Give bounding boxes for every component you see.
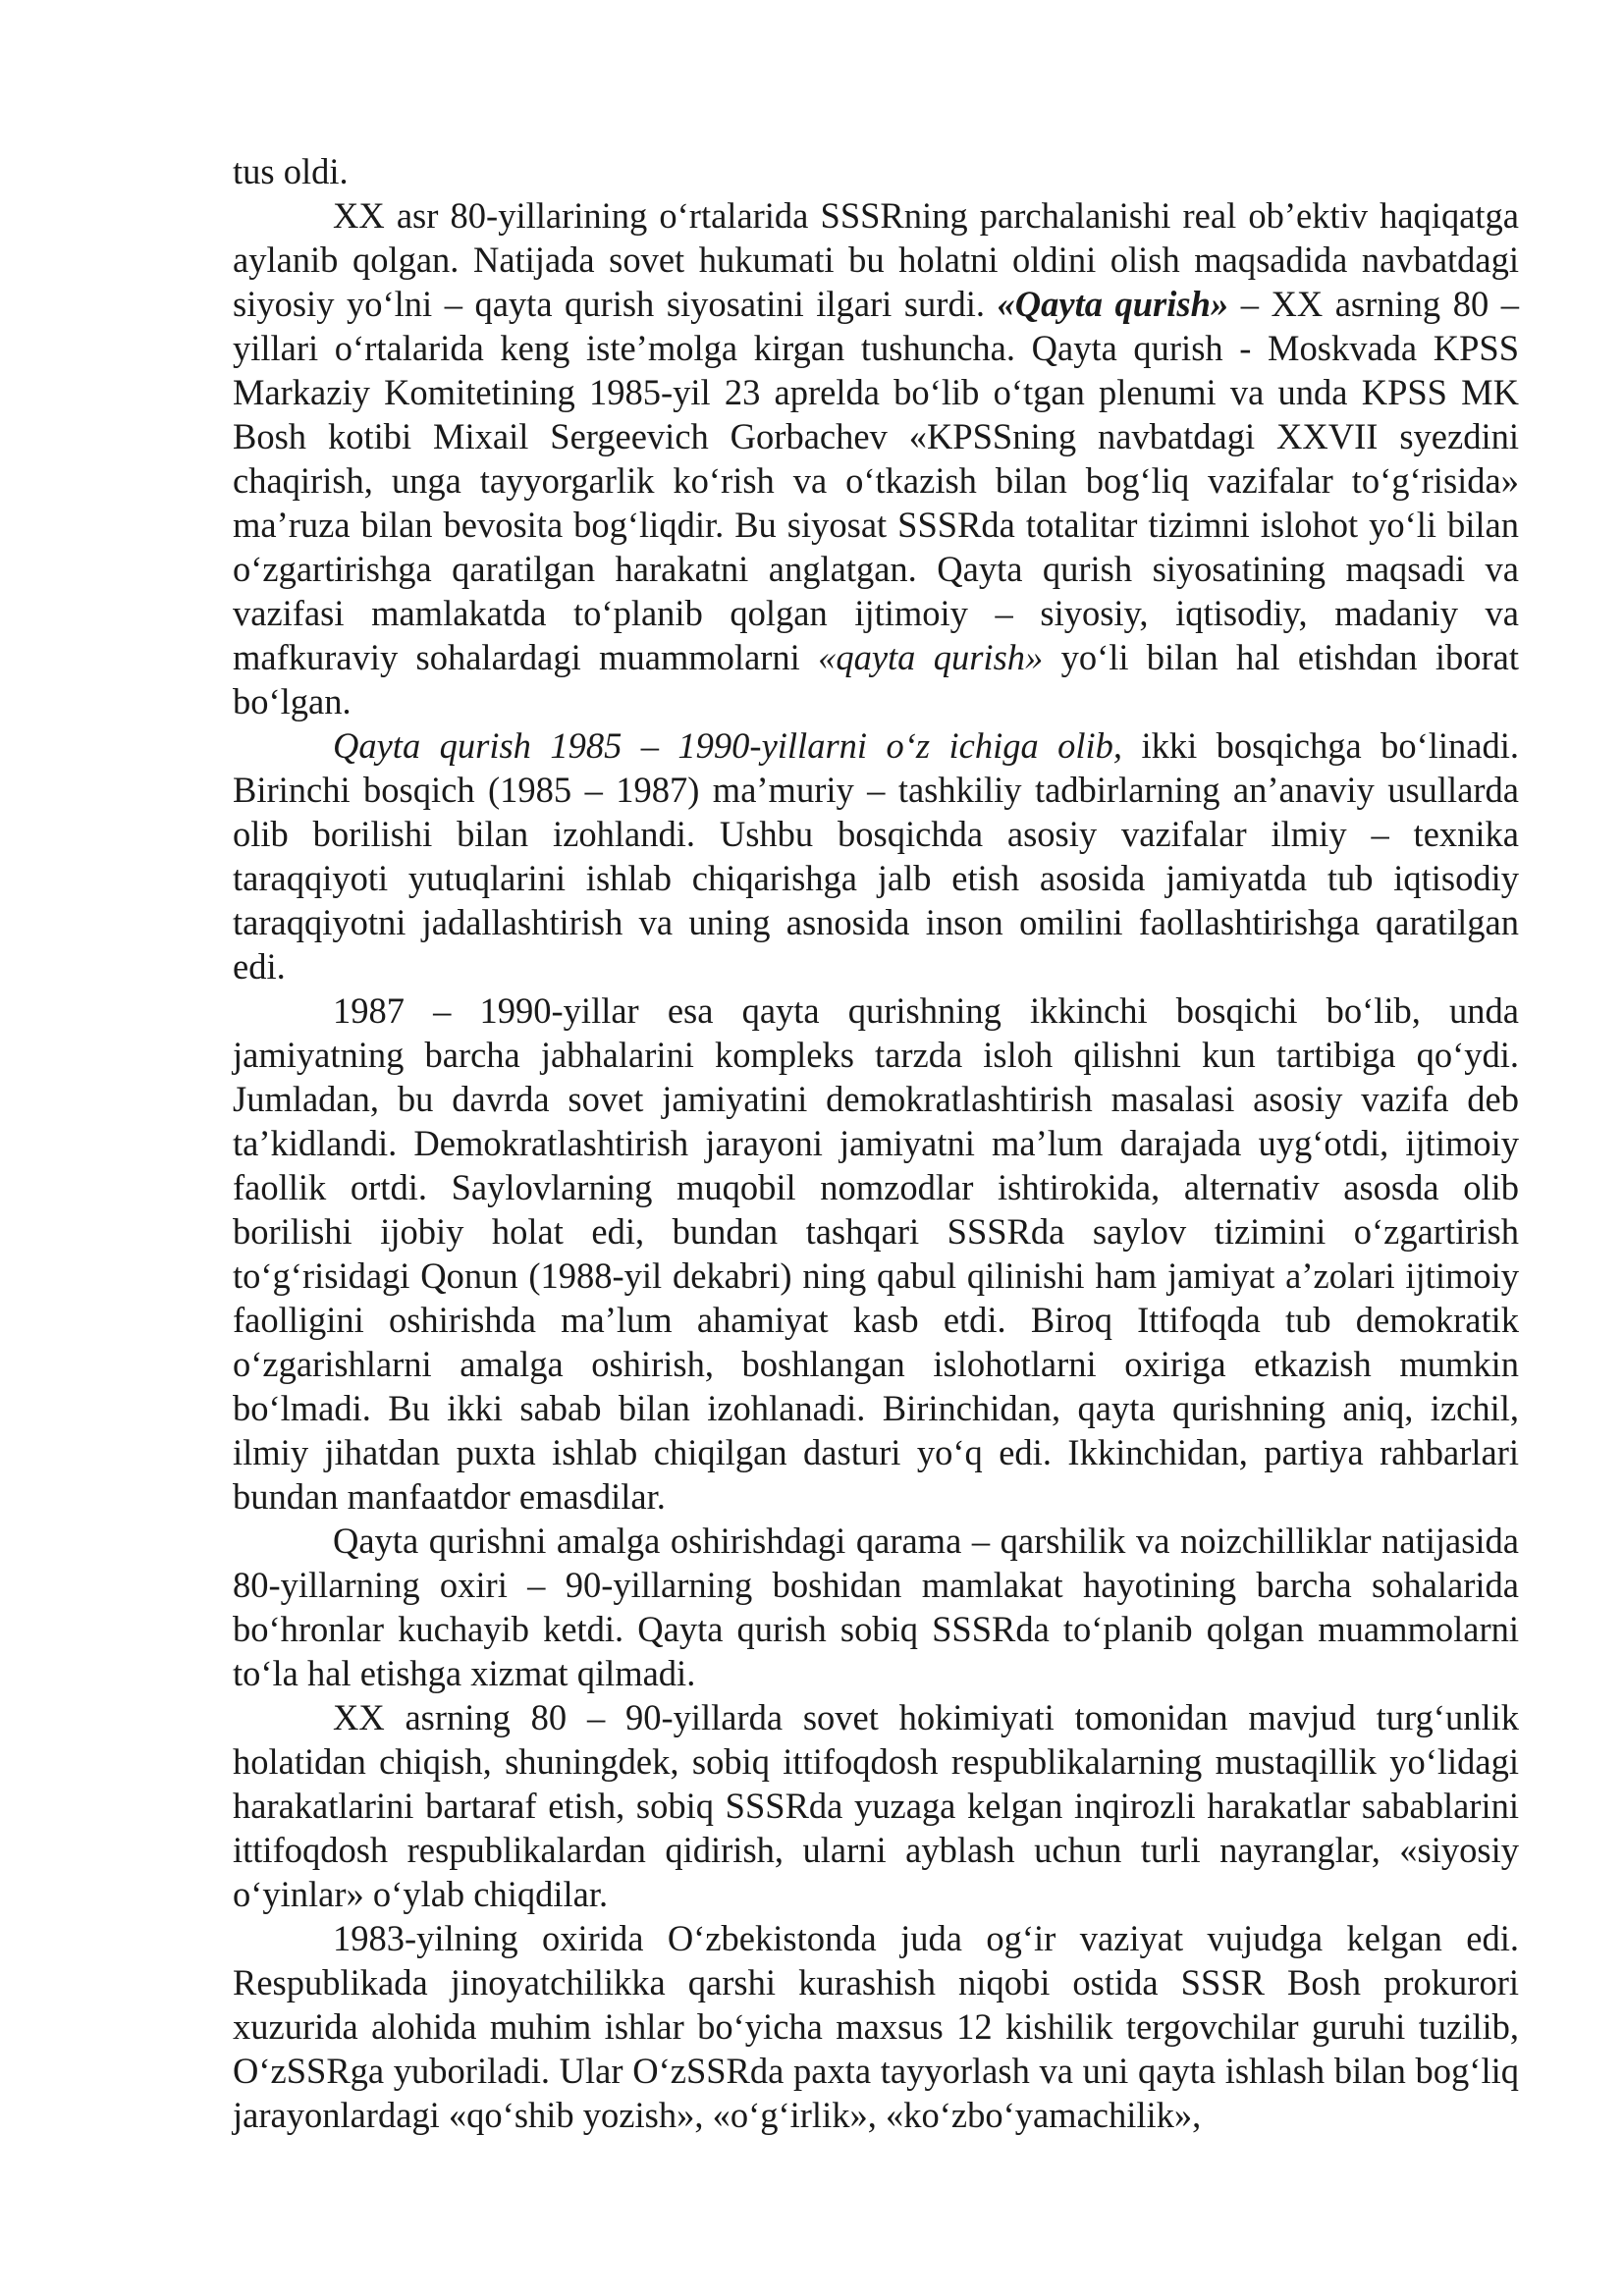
term-qayta-qurish-italic: «qayta qurish» xyxy=(818,637,1044,677)
italic-lead: Qayta qurish 1985 – 1990-yillarni o‘z ichiga olib, xyxy=(333,725,1123,766)
document-page xyxy=(233,149,1519,2137)
paragraph-2 xyxy=(233,193,1519,723)
text-run: – XX asrning 80 – yillari o‘rtalarida keng iste’molga kirgan tushuncha. Qayta qurish - Moskvada KPSS Markaziy Komitetining 1985-yil 23 aprelda bo‘lib o‘tgan plenumi va unda KPSS MK Bosh kotibi Mixail Sergeevich Gorbachev «KPSSning navbatdagi XXVII syezdini chaqirish, unga tayyorgarlik ko‘rish va o‘tkazish bilan bog‘liq vazifalar to‘g‘risida» ma’ruza bilan bevosita bog‘liqdir. Bu siyosat SSSRda totalitar tizimni islohot yo‘li bilan o‘zgartirishga qaratilgan harakatni anglatgan. Qayta qurish siyosatining maqsadi va vazifasi mamlakatda to‘planib qolgan ijtimoiy – siyosiy, iqtisodiy, madaniy va mafkuraviy sohalardagi muammolarni xyxy=(233,284,1519,677)
text-run: tus oldi. xyxy=(233,151,349,191)
paragraph-7 xyxy=(233,1916,1519,2137)
paragraph-4 xyxy=(233,988,1519,1519)
text-run: 1983-yilning oxirida O‘zbekistonda juda og‘ir vaziyat vujudga kelgan edi. Respublikada jinoyatchilikka qarshi kurashish niqobi ostida SSSR Bosh prokurori xuzurida alohida muhim ishlar bo‘yicha maxsus 12 kishilik tergovchilar guruhi tuzilib, O‘zSSRga yuboriladi. Ular O‘zSSRda paxta tayyorlash va uni qayta ishlash bilan bog‘liq jarayonlardagi «qo‘shib yozish», «o‘g‘irlik», «ko‘zbo‘yamachilik», xyxy=(233,1918,1519,2135)
paragraph-1 xyxy=(233,149,1519,193)
text-run: Qayta qurishni amalga oshirishdagi qarama – qarshilik va noizchilliklar natijasida 80-yillarning oxiri – 90-yillarning boshidan mamlakat hayotining barcha sohalarida bo‘hronlar kuchayib ketdi. Qayta qurish sobiq SSSRda to‘planib qolgan muammolarni to‘la hal etishga xizmat qilmadi. xyxy=(233,1521,1519,1693)
paragraph-5 xyxy=(233,1519,1519,1695)
text-run: XX asrning 80 – 90-yillarda sovet hokimiyati tomonidan mavjud turg‘unlik holatidan chiqish, shuningdek, sobiq ittifoqdosh respublikalarning mustaqillik yo‘lidagi harakatlarini bartaraf etish, sobiq SSSRda yuzaga kelgan inqirozli harakatlar sabablarini ittifoqdosh respublikalardan qidirish, ularni ayblash uchun turli nayranglar, «siyosiy o‘yinlar» o‘ylab chiqdilar. xyxy=(233,1697,1519,1914)
paragraph-6 xyxy=(233,1695,1519,1916)
paragraph-3 xyxy=(233,723,1519,988)
text-run: ikki bosqichga bo‘linadi. Birinchi bosqich (1985 – 1987) ma’muriy – tashkiliy tadbirlarning an’anaviy usullarda olib borilishi bilan izohlandi. Ushbu bosqichda asosiy vazifalar ilmiy – texnika taraqqiyoti yutuqlarini ishlab chiqarishga jalb etish asosida jamiyatda tub iqtisodiy taraqqiyotni jadallashtirish va uning asnosida inson omilini faollashtirishga qaratilgan edi. xyxy=(233,725,1519,987)
text-run: XX asr 80-yillarining o‘rtalarida SSSRning parchalanishi real ob’ektiv haqiqatga aylanib qolgan. Natijada sovet hukumati bu holatni oldini olish maqsadida navbatdagi siyosiy yo‘lni – qayta qurish siyosatini ilgari surdi. xyxy=(233,195,1519,324)
term-qayta-qurish: «Qayta qurish» xyxy=(997,284,1229,324)
text-run: yo‘li bilan hal etishdan iborat bo‘lgan. xyxy=(233,637,1519,721)
text-run: 1987 – 1990-yillar esa qayta qurishning ikkinchi bosqichi bo‘lib, unda jamiyatning barcha jabhalarini kompleks tarzda isloh qilishni kun tartibiga qo‘ydi. Jumladan, bu davrda sovet jamiyatini demokratlashtirish masalasi asosiy vazifa deb ta’kidlandi. Demokratlashtirish jarayoni jamiyatni ma’lum darajada uyg‘otdi, ijtimoiy faollik ortdi. Saylovlarning muqobil nomzodlar ishtirokida, alternativ asosda olib borilishi ijobiy holat edi, bundan tashqari SSSRda saylov tizimini o‘zgartirish to‘g‘risidagi Qonun (1988-yil dekabri) ning qabul qilinishi ham jamiyat a’zolari ijtimoiy faolligini oshirishda ma’lum ahamiyat kasb etdi. Biroq Ittifoqda tub demokratik o‘zgarishlarni amalga oshirish, boshlangan islohotlarni oxiriga etkazish mumkin bo‘lmadi. Bu ikki sabab bilan izohlanadi. Birinchidan, qayta qurishning aniq, izchil, ilmiy jihatdan puxta ishlab chiqilgan dasturi yo‘q edi. Ikkinchidan, partiya rahbarlari bundan manfaatdor emasdilar. xyxy=(233,990,1519,1517)
